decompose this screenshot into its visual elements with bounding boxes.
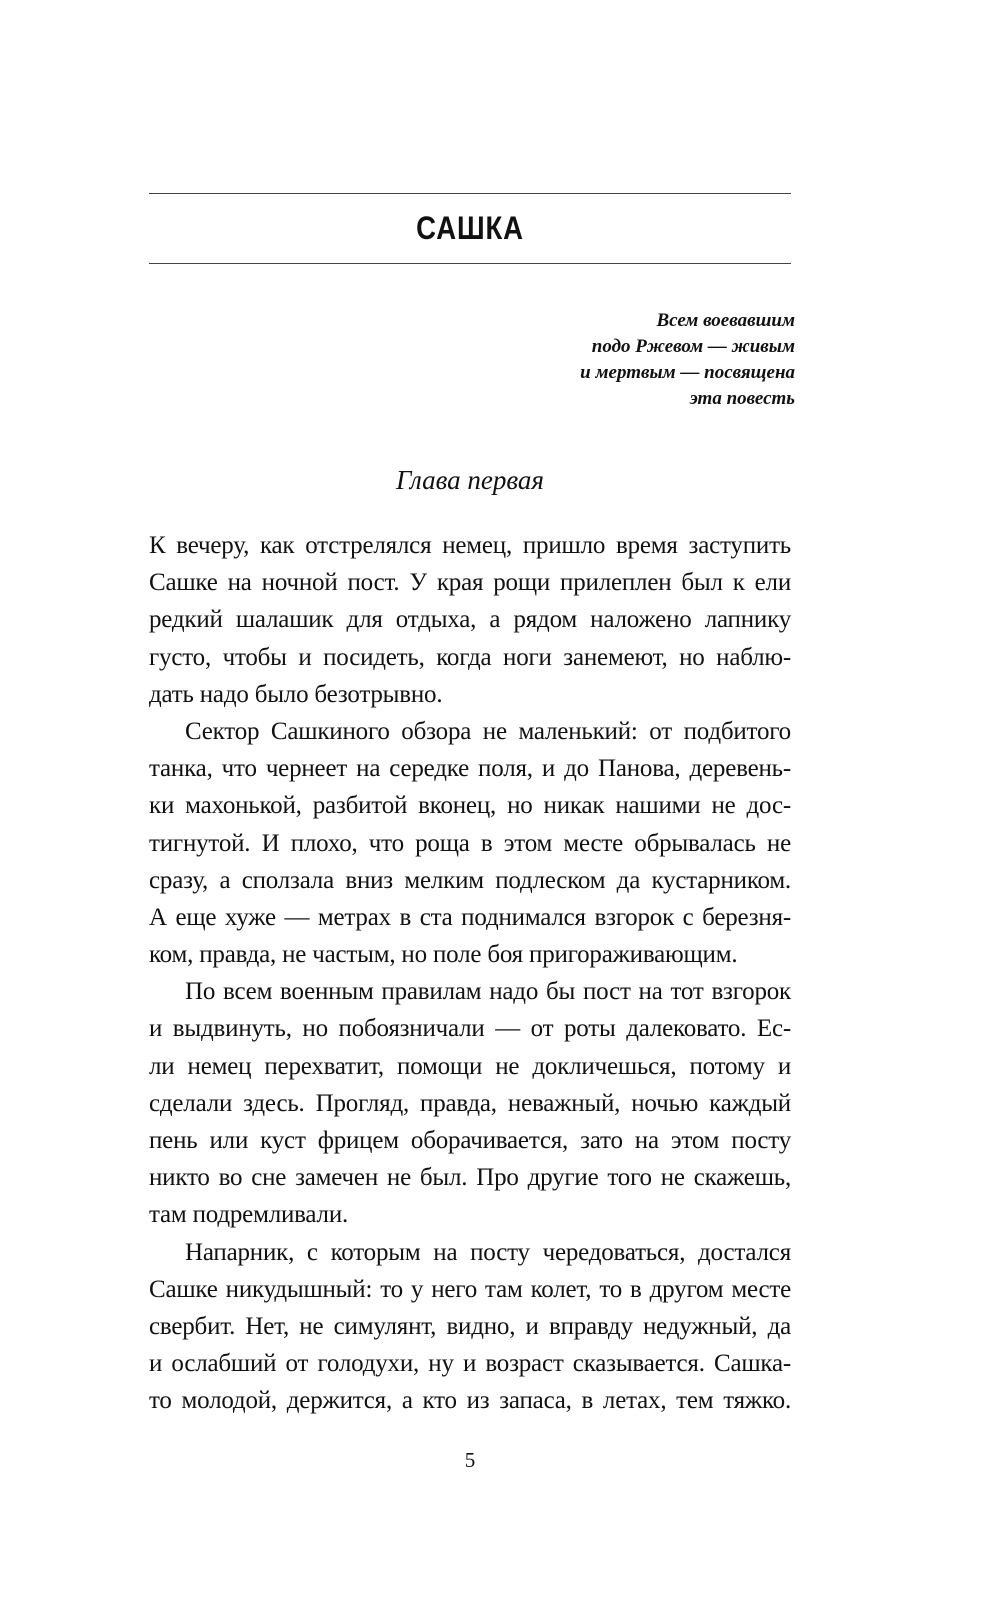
title-rule-top xyxy=(149,193,791,194)
page-number: 5 xyxy=(464,1448,476,1472)
text-line: дать надо было безотрывно. xyxy=(149,680,443,708)
text-line: А еще хуже — метрах в ста поднимался взгорок с березня- xyxy=(149,903,791,931)
epigraph-line: Всем воевавшим xyxy=(656,310,795,331)
paragraph xyxy=(149,713,791,973)
text-line: пень или куст фрицем оборачивается, зато на этом посту xyxy=(149,1127,791,1154)
text-line: густо, чтобы и посидеть, когда ноги занемеют, но наблю- xyxy=(149,643,791,671)
text-line: Напарник, с которым на посту чередоваться, достался xyxy=(185,1238,791,1266)
text-line: Сашке на ночной пост. У края рощи прилеплен был к ели xyxy=(149,569,791,597)
dedication-epigraph xyxy=(580,308,795,412)
text-line: тигнутой. И плохо, что роща в этом месте обрывалась не xyxy=(149,829,791,857)
text-line: свербит. Нет, не симулянт, видно, и вправду недужный, да xyxy=(149,1312,791,1340)
text-line: и выдвинуть, но побоязничали — от роты далековато. Ес- xyxy=(149,1015,791,1043)
chapter-heading: Глава первая xyxy=(396,465,544,495)
text-line: ли немец перехватит, помощи не докличешься, потому и xyxy=(149,1052,791,1080)
text-line: там подремливали. xyxy=(149,1201,349,1229)
text-line: ком, правда, не частым, но поле боя пригораживающим. xyxy=(149,941,738,969)
text-line: и ослабший от голодухи, ну и возраст сказывается. Сашка- xyxy=(149,1350,791,1378)
story-title: САШКА xyxy=(416,210,524,246)
paragraph xyxy=(149,973,791,1233)
text-line: Сашке никудышный: то у него там колет, то в другом месте xyxy=(149,1275,791,1303)
epigraph-line: подо Ржевом — живым xyxy=(591,336,795,357)
text-line: Сектор Сашкиного обзора не маленький: от подбитого xyxy=(185,717,791,745)
text-line: К вечеру, как отстрелялся немец, пришло время заступить xyxy=(149,532,791,559)
epigraph-line: и мертвым — посвящена xyxy=(580,362,795,383)
text-line: сделали здесь. Прогляд, правда, неважный, ночью каждый xyxy=(149,1089,791,1117)
epigraph-line: эта повесть xyxy=(689,388,795,409)
paragraph xyxy=(149,527,791,713)
body-text xyxy=(149,527,791,1420)
text-line: сразу, а сползала вниз мелким подлеском да кустарником. xyxy=(149,866,791,894)
text-line: По всем военным правилам надо бы пост на тот взгорок xyxy=(185,978,791,1006)
text-line: то молодой, держится, а кто из запаса, в летах, тем тяжко. xyxy=(149,1387,791,1415)
text-line: редкий шалашик для отдыха, а рядом наложено лапнику xyxy=(149,606,791,634)
text-line: ки махонькой, разбитой вконец, но никак нашими не дос- xyxy=(149,792,791,820)
text-line: никто во сне замечен не был. Про другие того не скажешь, xyxy=(149,1164,791,1192)
title-rule-bottom xyxy=(149,263,791,264)
text-line: танка, что чернеет на середке поля, и до Панова, деревень- xyxy=(149,755,791,783)
paragraph xyxy=(149,1234,791,1420)
